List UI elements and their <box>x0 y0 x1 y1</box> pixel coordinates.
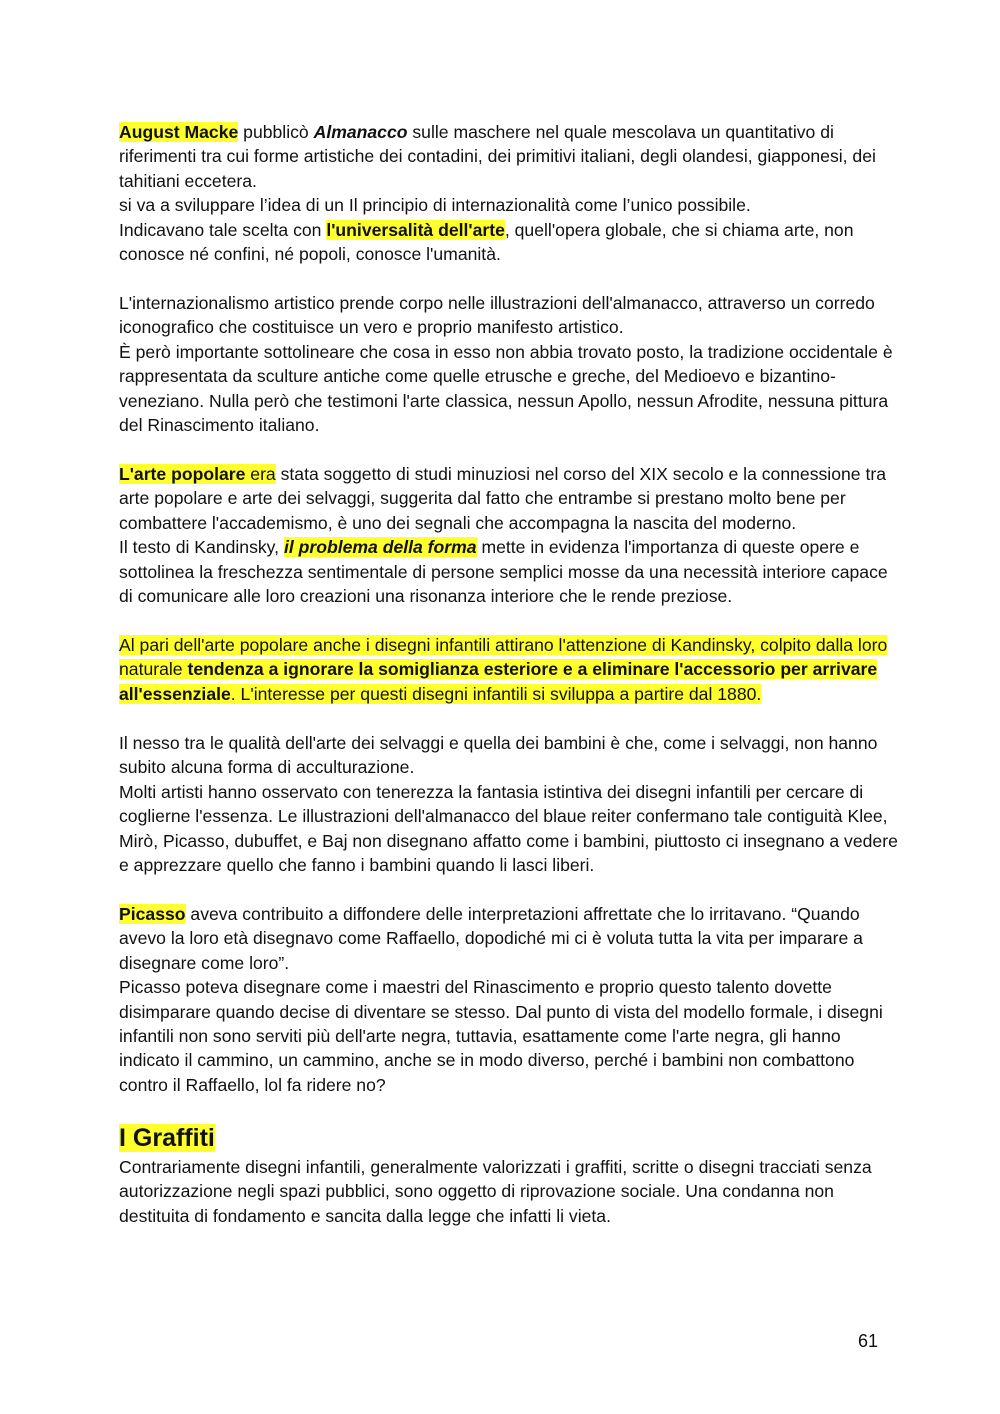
text-line: Mirò, Picasso, dubuffet, e Baj non disegnano affatto come i bambini, piuttosto ci insegnano a vedere <box>119 830 898 851</box>
paragraph-graffiti <box>119 1155 949 1228</box>
highlight-text <box>119 684 761 704</box>
text-line: Picasso poteva disegnare come i maestri del Rinascimento e proprio questo talento dovette <box>119 977 832 998</box>
text-span: sulle maschere nel quale mescolava un quantitativo di <box>407 122 834 142</box>
text-line: combattere l'accademismo, è uno dei segnali che accompagna la nascita del moderno. <box>119 512 797 533</box>
text-line <box>119 535 949 559</box>
almanacco-title: Almanacco <box>313 122 408 142</box>
text-line <box>119 633 949 657</box>
text-line: sottolinea la freschezza sentimentale di persone semplici mosse da una necessità interiore capace <box>119 561 888 582</box>
text-line <box>119 120 949 144</box>
section-heading <box>119 1122 215 1154</box>
highlight-picasso: Picasso <box>119 904 186 924</box>
text-line: rappresentata da sculture antiche come quelle etrusche e greche, del Medioevo e bizantino- <box>119 366 836 387</box>
text-line <box>119 218 949 242</box>
text-line: infantili non sono serviti più dell'arte negra, tuttavia, esattamente come l'arte negra, gli hanno <box>119 1025 841 1046</box>
highlight-arte-popolare <box>119 464 276 484</box>
text-line: indicato il cammino, un cammino, anche se in modo diverso, perché i bambini non combattono <box>119 1050 855 1071</box>
text-line: arte popolare e arte dei selvaggi, suggerita dal fatto che entrambe si prestano molto bene per <box>119 488 846 509</box>
text-line: veneziano. Nulla però che testimoni l'arte classica, nessun Apollo, nessun Afrodite, nessuna pittura <box>119 390 889 411</box>
text-line: coglierne l'essenza. Le illustrazioni dell'almanacco del blaue reiter confermano tale contiguità Klee, <box>119 806 888 827</box>
text-line <box>119 902 949 926</box>
text-line <box>119 682 949 706</box>
text-line: Contrariamente disegni infantili, generalmente valorizzati i graffiti, scritte o disegni tracciati senza <box>119 1157 872 1177</box>
text-line: autorizzazione negli spazi pubblici, sono oggetto di riprovazione sociale. Una condanna non <box>119 1181 834 1202</box>
text-span: naturale <box>119 659 188 680</box>
text-line: Molti artisti hanno osservato con tenerezza la fantasia istintiva dei disegni infantili per cercare di <box>119 781 864 802</box>
text-line: tahitiani eccetera. <box>119 170 257 191</box>
text-span: all'essenziale <box>119 683 231 704</box>
highlight-heading: I Graffiti <box>119 1124 215 1152</box>
text-span: era <box>245 464 276 484</box>
text-line: conosce né confini, né popoli, conosce l'umanità. <box>119 243 501 264</box>
page-number: 61 <box>858 1331 879 1351</box>
text-span: Il testo di Kandinsky, <box>119 537 284 558</box>
paragraph-internazionalismo <box>119 291 949 437</box>
text-line: L'internazionalismo artistico prende corpo nelle illustrazioni dell'almanacco, attraverso un corredo <box>119 293 875 313</box>
highlight-universalita: l'universalità dell'arte <box>326 219 505 240</box>
text-line: contro il Raffaello, lol fa ridere no? <box>119 1074 386 1095</box>
text-span: mette in evidenza l'importanza di queste opere e <box>476 537 860 558</box>
text-line: subito alcuna forma di acculturazione. <box>119 757 415 778</box>
paragraph-nesso <box>119 731 949 877</box>
text-span: Indicavano tale scelta con <box>119 219 327 240</box>
text-line: avevo la loro età disegnavo come Raffaello, dopodiché mi ci è voluta tutta la vita per imparare a <box>119 928 863 949</box>
text-line: e apprezzare quello che fanno i bambini quando li lasci liberi. <box>119 854 595 875</box>
text-line: È però importante sottolineare che cosa in esso non abbia trovato posto, la tradizione occidentale è <box>119 341 893 362</box>
text-line: riferimenti tra cui forme artistiche dei contadini, dei primitivi italiani, degli olandesi, giapponesi, dei <box>119 146 876 167</box>
text-span: L'arte popolare <box>119 464 246 484</box>
paragraph-macke <box>119 120 949 266</box>
text-line: iconografico che costituisce un vero e proprio manifesto artistico. <box>119 317 624 338</box>
highlight-text: Al pari dell'arte popolare anche i disegni infantili attirano l'attenzione di Kandinsky, colpito dalla loro <box>119 635 888 655</box>
text-span: pubblicò <box>238 122 314 142</box>
text-span: tendenza a ignorare la somiglianza esteriore e a eliminare l'accessorio per arrivare <box>187 659 878 680</box>
text-line: si va a sviluppare l’idea di un Il principio di internazionalità come l’unico possibile. <box>119 195 751 216</box>
highlight-text <box>119 659 877 679</box>
text-span: stata soggetto di studi minuziosi nel corso del XIX secolo e la connessione tra <box>275 464 886 484</box>
highlight-august-macke: August Macke <box>119 122 239 142</box>
text-line: di comunicare alle loro creazioni una risonanza interiore che le rende preziose. <box>119 585 733 606</box>
text-line <box>119 462 949 486</box>
text-span: , quell'opera globale, che si chiama arte, non <box>504 219 854 240</box>
highlight-problema-forma: il problema della forma <box>283 537 477 558</box>
paragraph-picasso <box>119 902 949 1097</box>
text-span: aveva contribuito a diffondere delle interpretazioni affrettate che lo irritavano. “Quando <box>185 904 860 924</box>
text-line: destituita di fondamento e sancita dalla legge che infatti li vieta. <box>119 1205 611 1226</box>
text-span: . L'interesse per questi disegni infantili si sviluppa a partire dal 1880. <box>230 683 762 704</box>
text-line: del Rinascimento italiano. <box>119 414 320 435</box>
paragraph-disegni-infantili <box>119 633 949 706</box>
text-line: Il nesso tra le qualità dell'arte dei selvaggi e quella dei bambini è che, come i selvaggi, non hanno <box>119 733 878 753</box>
text-line: disegnare come loro”. <box>119 952 290 973</box>
paragraph-arte-popolare <box>119 462 949 608</box>
text-line: disimparare quando decise di diventare se stesso. Dal punto di vista del modello formale, i disegni <box>119 1001 883 1022</box>
text-line <box>119 657 949 681</box>
